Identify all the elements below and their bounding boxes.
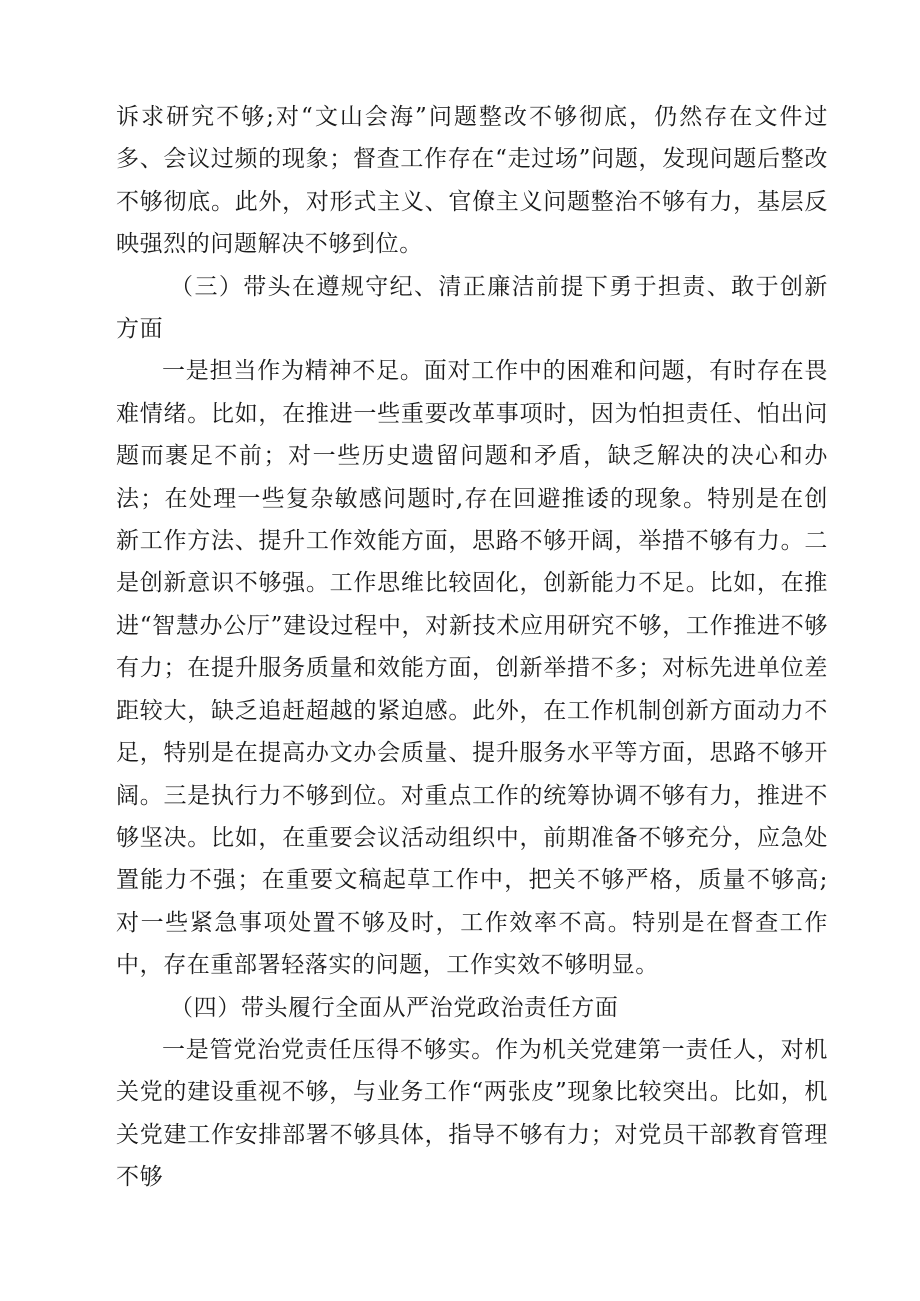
paragraph-section-three-body: 一是担当作为精神不足。面对工作中的困难和问题，有时存在畏难情绪。比如，在推进一些重要改革事项时，因为怕担责任、怕出问题而裹足不前；对一些历史遗留问题和矛盾，缺乏解决的决心和办法；在处理一些复杂敏感问题时,存在回避推诿的现象。特别是在创新工作方法、提升工作效能方面，思路不够开阔，举措不够有力。二是创新意识不够强。工作思维比较固化，创新能力不足。比如，在推进“智慧办公厅”建设过程中，对新技术应用研究不够，工作推进不够有力；在提升服务质量和效能方面，创新举措不多；对标先进单位差距较大，缺乏追赶超越的紧迫感。此外，在工作机制创新方面动力不足，特别是在提高办文办会质量、提升服务水平等方面，思路不够开阔。三是执行力不够到位。对重点工作的统筹协调不够有力，推进不够坚决。比如，在重要会议活动组织中，前期准备不够充分，应急处置能力不强；在重要文稿起草工作中，把关不够严格，质量不够高;对一些紧急事项处置不够及时，工作效率不高。特别是在督查工作中，存在重部署轻落实的问题，工作实效不够明显。	[116, 358, 828, 979]
section-heading-four: （四）带头履行全面从严治党政治责任方面	[170, 994, 619, 1021]
section-heading-three: （三）带头在遵规守纪、清正廉洁前提下勇于担责、敢于创新方面	[116, 273, 828, 343]
paragraph-section-four-body: 一是管党治党责任压得不够实。作为机关党建第一责任人，对机关党的建设重视不够，与业务工作“两张皮”现象比较突出。比如，机关党建工作安排部署不够具体，指导不够有力；对党员干部教育管理不够	[116, 1036, 828, 1191]
paragraph-continuation: 诉求研究不够;对“文山会海”问题整改不够彻底，仍然存在文件过多、会议过频的现象；督查工作存在“走过场”问题，发现问题后整改不够彻底。此外，对形式主义、官僚主义问题整治不够有力，基层反映强烈的问题解决不够到位。	[116, 104, 828, 258]
document-body	[116, 96, 828, 1199]
